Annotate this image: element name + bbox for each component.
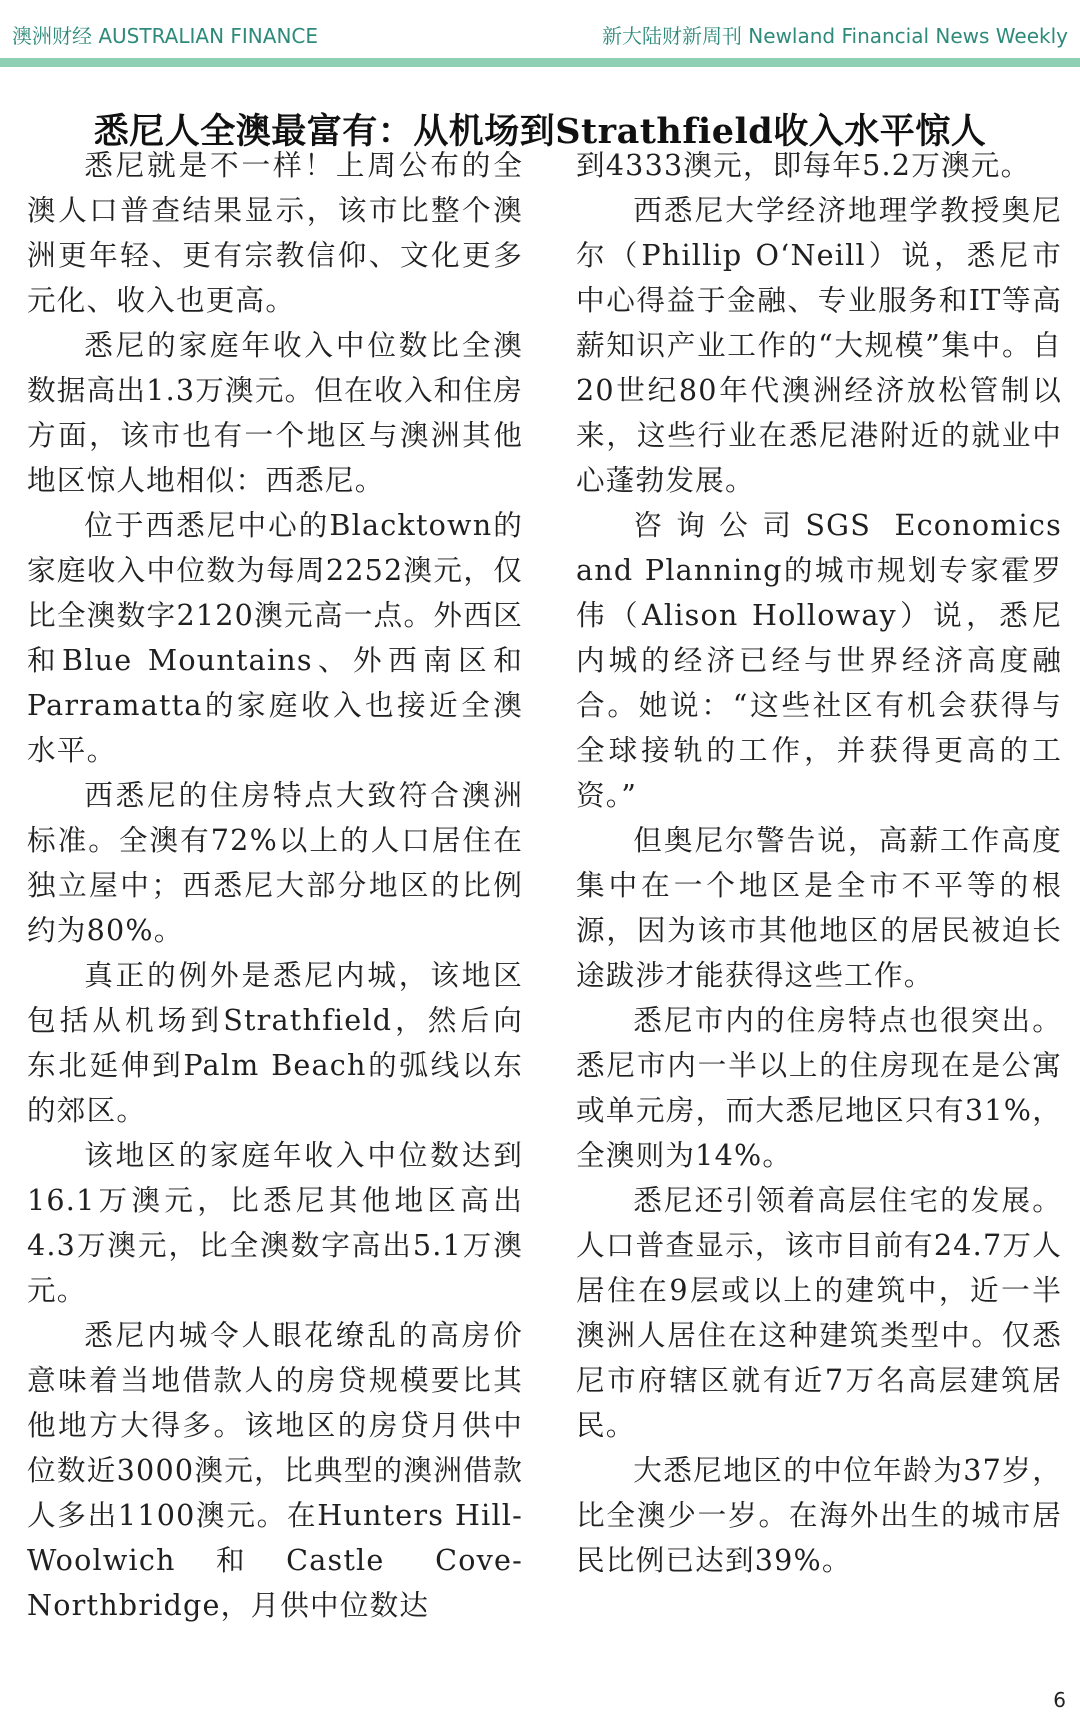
publication-name: 新大陆财新周刊 Newland Financial News Weekly bbox=[601, 24, 1068, 48]
article-column-right bbox=[576, 143, 1062, 1583]
paragraph: 该地区的家庭年收入中位数达到16.1万澳元，比悉尼其他地区高出4.3万澳元，比全澳数字高出5.1万澳元。 bbox=[27, 1138, 523, 1307]
paragraph: 咨询公司SGS Economics and Planning的城市规划专家霍罗伟（Alison Holloway）说，悉尼内城的经济已经与世界经济高度融合。她说：“这些社区有机会获得与全球接轨的工作，并获得更高的工资。” bbox=[576, 508, 1062, 812]
section-label: 澳洲财经 AUSTRALIAN FINANCE bbox=[12, 24, 319, 48]
paragraph: 悉尼就是不一样！上周公布的全澳人口普查结果显示，该市比整个澳洲更年轻、更有宗教信仰、文化更多元化、收入也更高。 bbox=[27, 148, 523, 317]
page-number: 6 bbox=[1053, 1688, 1066, 1712]
paragraph-continuation: 到4333澳元，即每年5.2万澳元。 bbox=[576, 148, 1031, 182]
paragraph: 西悉尼的住房特点大致符合澳洲标准。全澳有72%以上的人口居住在独立屋中；西悉尼大部分地区的比例约为80%。 bbox=[27, 778, 523, 947]
article-headline: 悉尼人全澳最富有：从机场到Strathfield收入水平惊人 bbox=[93, 111, 987, 153]
paragraph: 悉尼内城令人眼花缭乱的高房价意味着当地借款人的房贷规模要比其他地方大得多。该地区的房贷月供中位数近3000澳元，比典型的澳洲借款人多出1100澳元。在Hunters Hill-Woolwich和Castle Cove-Northbridge，月供中位数达 bbox=[27, 1318, 523, 1622]
paragraph: 但奥尼尔警告说，高薪工作高度集中在一个地区是全市不平等的根源，因为该市其他地区的居民被迫长途跋涉才能获得这些工作。 bbox=[576, 823, 1062, 992]
paragraph: 悉尼市内的住房特点也很突出。悉尼市内一半以上的住房现在是公寓或单元房，而大悉尼地区只有31%，全澳则为14%。 bbox=[576, 1003, 1062, 1172]
paragraph: 悉尼的家庭年收入中位数比全澳数据高出1.3万澳元。但在收入和住房方面，该市也有一个地区与澳洲其他地区惊人地相似：西悉尼。 bbox=[27, 328, 523, 497]
paragraph: 悉尼还引领着高层住宅的发展。人口普查显示，该市目前有24.7万人居住在9层或以上的建筑中，近一半澳洲人居住在这种建筑类型中。仅悉尼市府辖区就有近7万名高层建筑居民。 bbox=[576, 1183, 1062, 1442]
article-column-left bbox=[27, 143, 523, 1628]
paragraph: 西悉尼大学经济地理学教授奥尼尔（Phillip O‘Neill）说，悉尼市中心得益于金融、专业服务和IT等高薪知识产业工作的“大规模”集中。自20世纪80年代澳洲经济放松管制以来，这些行业在悉尼港附近的就业中心蓬勃发展。 bbox=[576, 193, 1062, 497]
paragraph: 真正的例外是悉尼内城，该地区包括从机场到Strathfield，然后向东北延伸到Palm Beach的弧线以东的郊区。 bbox=[27, 958, 523, 1127]
header-divider bbox=[0, 58, 1080, 67]
page-header bbox=[0, 0, 1080, 62]
paragraph: 大悉尼地区的中位年龄为37岁，比全澳少一岁。在海外出生的城市居民比例已达到39%。 bbox=[576, 1453, 1062, 1577]
paragraph: 位于西悉尼中心的Blacktown的家庭收入中位数为每周2252澳元，仅比全澳数字2120澳元高一点。外西区和Blue Mountains、外西南区和Parramatta的家庭收入也接近全澳水平。 bbox=[27, 508, 523, 767]
